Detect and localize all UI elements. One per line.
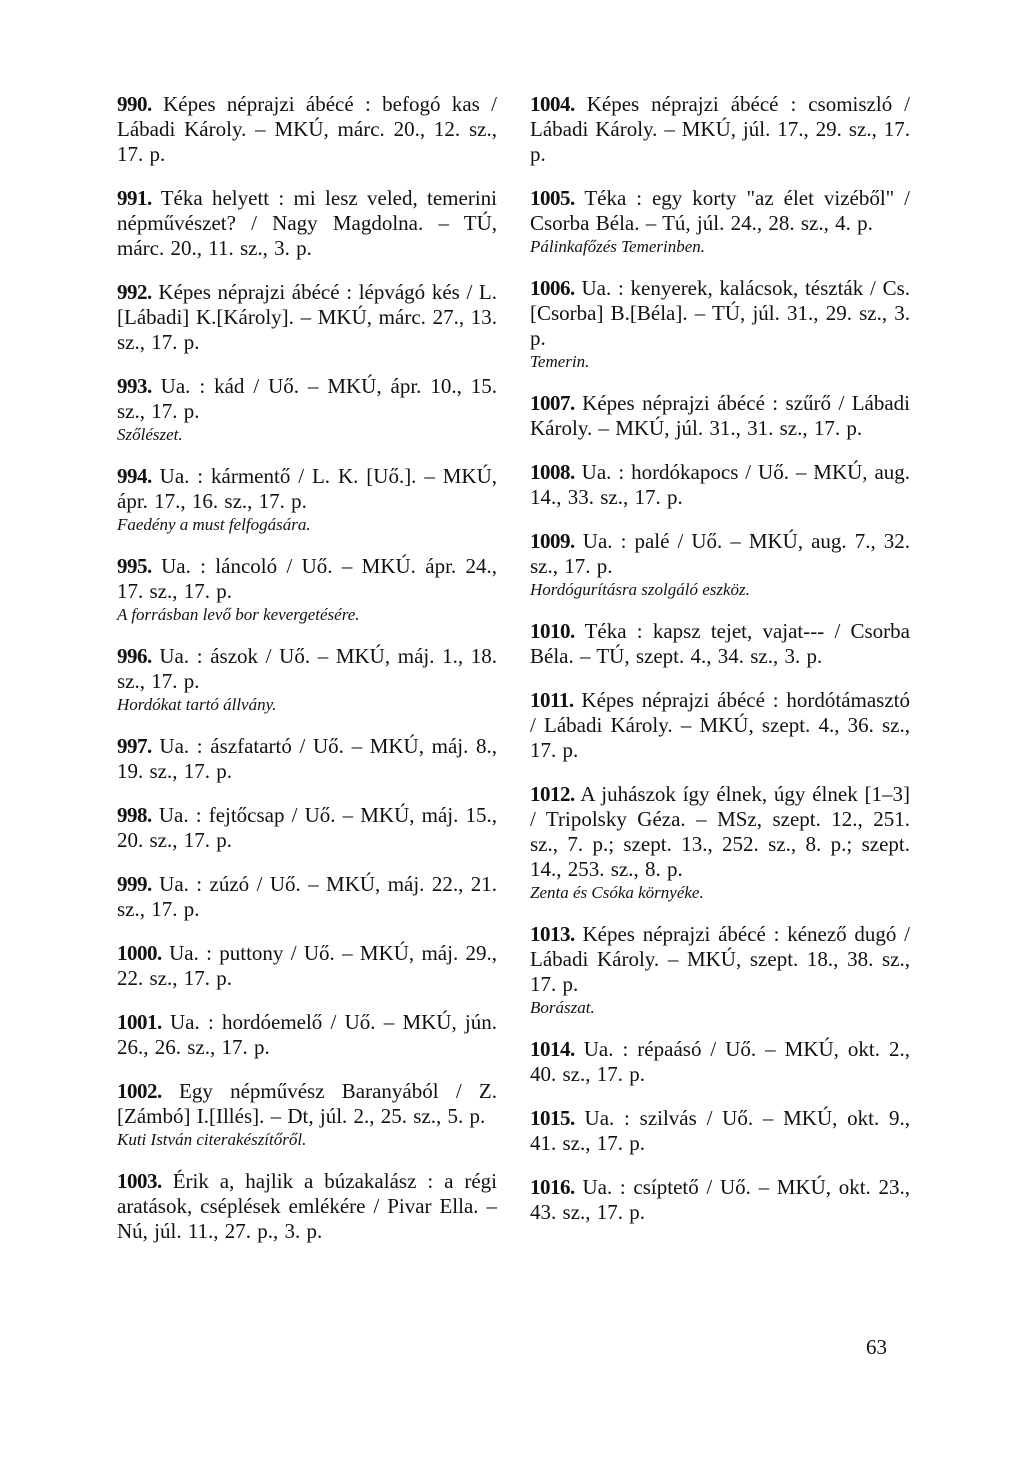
- bibliography-entry: [530, 1106, 910, 1156]
- entry-number: 994.: [117, 464, 152, 488]
- bibliography-entry: [530, 186, 910, 257]
- bibliography-entry: [117, 374, 497, 445]
- entry-note: Szőlészet.: [117, 425, 183, 444]
- entry-text: Érik a, hajlik a búzakalász : a régi aratások, cséplések emlékére / Pivar Ella. – Nú, júl. 11., 27. p., 3. p.: [117, 1169, 497, 1243]
- entry-text: Ua. : csíptető / Uő. – MKÚ, okt. 23., 43. sz., 17. p.: [530, 1175, 910, 1224]
- entry-number: 1005.: [530, 186, 575, 210]
- entry-text: Téka : kapsz tejet, vajat--- / Csorba Béla. – TÚ, szept. 4., 34. sz., 3. p.: [530, 619, 910, 668]
- entry-text: Téka : egy korty "az élet vizéből" / Csorba Béla. – Tú, júl. 24., 28. sz., 4. p.: [530, 186, 911, 235]
- entry-text: Ua. : kármentő / L. K. [Uő.]. – MKÚ, ápr. 17., 16. sz., 17. p.: [117, 464, 497, 513]
- entry-text: Ua. : fejtőcsap / Uő. – MKÚ, máj. 15., 20. sz., 17. p.: [117, 803, 497, 852]
- bibliography-entry: [530, 782, 910, 903]
- entry-text: Ua. : láncoló / Uő. – MKÚ. ápr. 24., 17. sz., 17. p.: [117, 554, 497, 603]
- entry-note: Pálinkafőzés Temerinben.: [530, 237, 706, 256]
- bibliography-entry: [530, 1175, 910, 1225]
- entry-number: 1015.: [530, 1106, 575, 1130]
- bibliography-entry: [117, 280, 497, 355]
- entry-number: 998.: [117, 803, 152, 827]
- bibliography-entry: [117, 186, 497, 261]
- bibliography-entry: [117, 1079, 497, 1150]
- entry-note: Hordókat tartó állvány.: [117, 695, 277, 714]
- bibliography-entry: [117, 872, 497, 922]
- entry-note: Faedény a must felfogására.: [117, 515, 311, 534]
- entry-text: Ua. : zúzó / Uő. – MKÚ, máj. 22., 21. sz., 17. p.: [117, 872, 497, 921]
- entry-number: 1007.: [530, 391, 575, 415]
- entry-text: Ua. : kenyerek, kalácsok, tészták / Cs.[Csorba] B.[Béla]. – TÚ, júl. 31., 29. sz., 3. p.: [530, 276, 910, 350]
- bibliography-entry: [530, 922, 910, 1018]
- entry-text: A juhászok így élnek, úgy élnek [1–3] / Tripolsky Géza. – MSz, szept. 12., 251. sz., 7. p.; szept. 13., 252. sz., 8. p.; szept. 14., 253. sz., 8. p.: [530, 782, 911, 881]
- entry-text: Képes néprajzi ábécé : szűrő / Lábadi Károly. – MKÚ, júl. 31., 31. sz., 17. p.: [530, 391, 910, 440]
- entry-text: Téka helyett : mi lesz veled, temerini népművészet? / Nagy Magdolna. – TÚ, márc. 20., 11. sz., 3. p.: [117, 186, 498, 260]
- entry-number: 1001.: [117, 1010, 162, 1034]
- entry-text: Ua. : hordóemelő / Uő. – MKÚ, jún. 26., 26. sz., 17. p.: [117, 1010, 498, 1059]
- bibliography-entry: [530, 460, 910, 510]
- entry-number: 1004.: [530, 92, 575, 116]
- entry-number: 1014.: [530, 1037, 575, 1061]
- bibliography-entry: [530, 276, 910, 372]
- entry-note: Kuti István citerakészítőről.: [117, 1130, 307, 1149]
- entry-number: 992.: [117, 280, 152, 304]
- entry-text: Egy népművész Baranyából / Z.[Zámbó] I.[Illés]. – Dt, júl. 2., 25. sz., 5. p.: [117, 1079, 497, 1128]
- entry-text: Ua. : kád / Uő. – MKÚ, ápr. 10., 15. sz., 17. p.: [117, 374, 497, 423]
- right-column: [530, 92, 910, 1244]
- entry-number: 1006.: [530, 276, 575, 300]
- entry-text: Ua. : répaásó / Uő. – MKÚ, okt. 2., 40. sz., 17. p.: [530, 1037, 910, 1086]
- bibliography-entry: [530, 619, 910, 669]
- entry-text: Ua. : ászok / Uő. – MKÚ, máj. 1., 18. sz., 17. p.: [117, 644, 497, 693]
- bibliography-entry: [117, 1010, 497, 1060]
- entry-text: Képes néprajzi ábécé : befogó kas / Lábadi Károly. – MKÚ, márc. 20., 12. sz., 17. p.: [117, 92, 497, 166]
- page-number: 63: [866, 1335, 887, 1359]
- entry-number: 1013.: [530, 922, 575, 946]
- entry-text: Képes néprajzi ábécé : kénező dugó / Lábadi Károly. – MKÚ, szept. 18., 38. sz., 17. p.: [530, 922, 910, 996]
- entry-number: 1012.: [530, 782, 575, 806]
- entry-number: 990.: [117, 92, 152, 116]
- entry-number: 997.: [117, 734, 152, 758]
- entry-text: Ua. : hordókapocs / Uő. – MKÚ, aug. 14., 33. sz., 17. p.: [530, 460, 911, 509]
- entry-text: Képes néprajzi ábécé : hordótámasztó / Lábadi Károly. – MKÚ, szept. 4., 36. sz., 17. p.: [530, 688, 910, 762]
- bibliography-entry: [117, 464, 497, 535]
- entry-text: Képes néprajzi ábécé : lépvágó kés / L.[Lábadi] K.[Károly]. – MKÚ, márc. 27., 13. sz., 17. p.: [117, 280, 498, 354]
- bibliography-entry: [530, 688, 910, 763]
- entry-text: Képes néprajzi ábécé : csomiszló / Lábadi Károly. – MKÚ, júl. 17., 29. sz., 17. p.: [530, 92, 911, 166]
- bibliography-entry: [117, 734, 497, 784]
- entry-note: Temerin.: [530, 352, 590, 371]
- entry-text: Ua. : ászfatartó / Uő. – MKÚ, máj. 8., 19. sz., 17. p.: [117, 734, 497, 783]
- entry-number: 1009.: [530, 529, 575, 553]
- entry-number: 1000.: [117, 941, 162, 965]
- entry-number: 1011.: [530, 688, 574, 712]
- bibliography-entry: [117, 1169, 497, 1244]
- bibliography-entry: [117, 92, 497, 167]
- entry-text: Ua. : szilvás / Uő. – MKÚ, okt. 9., 41. sz., 17. p.: [530, 1106, 910, 1155]
- entry-number: 1016.: [530, 1175, 575, 1199]
- entry-text: Ua. : palé / Uő. – MKÚ, aug. 7., 32. sz., 17. p.: [530, 529, 911, 578]
- entry-number: 993.: [117, 374, 152, 398]
- entry-number: 1010.: [530, 619, 575, 643]
- bibliography-entry: [117, 644, 497, 715]
- entry-number: 1008.: [530, 460, 575, 484]
- entry-number: 996.: [117, 644, 152, 668]
- entry-note: Borászat.: [530, 998, 595, 1017]
- bibliography-entry: [117, 554, 497, 625]
- entry-number: 1003.: [117, 1169, 162, 1193]
- entry-note: A forrásban levő bor kevergetésére.: [117, 605, 360, 624]
- left-column: [117, 92, 497, 1263]
- entry-number: 999.: [117, 872, 152, 896]
- bibliography-entry: [530, 92, 910, 167]
- entry-note: Hordógurításra szolgáló eszköz.: [530, 580, 750, 599]
- entry-number: 991.: [117, 186, 152, 210]
- entry-number: 995.: [117, 554, 152, 578]
- entry-number: 1002.: [117, 1079, 162, 1103]
- entry-text: Ua. : puttony / Uő. – MKÚ, máj. 29., 22. sz., 17. p.: [117, 941, 498, 990]
- bibliography-entry: [530, 1037, 910, 1087]
- bibliography-entry: [530, 529, 910, 600]
- bibliography-entry: [117, 941, 497, 991]
- entry-note: Zenta és Csóka környéke.: [530, 883, 704, 902]
- bibliography-entry: [530, 391, 910, 441]
- bibliography-entry: [117, 803, 497, 853]
